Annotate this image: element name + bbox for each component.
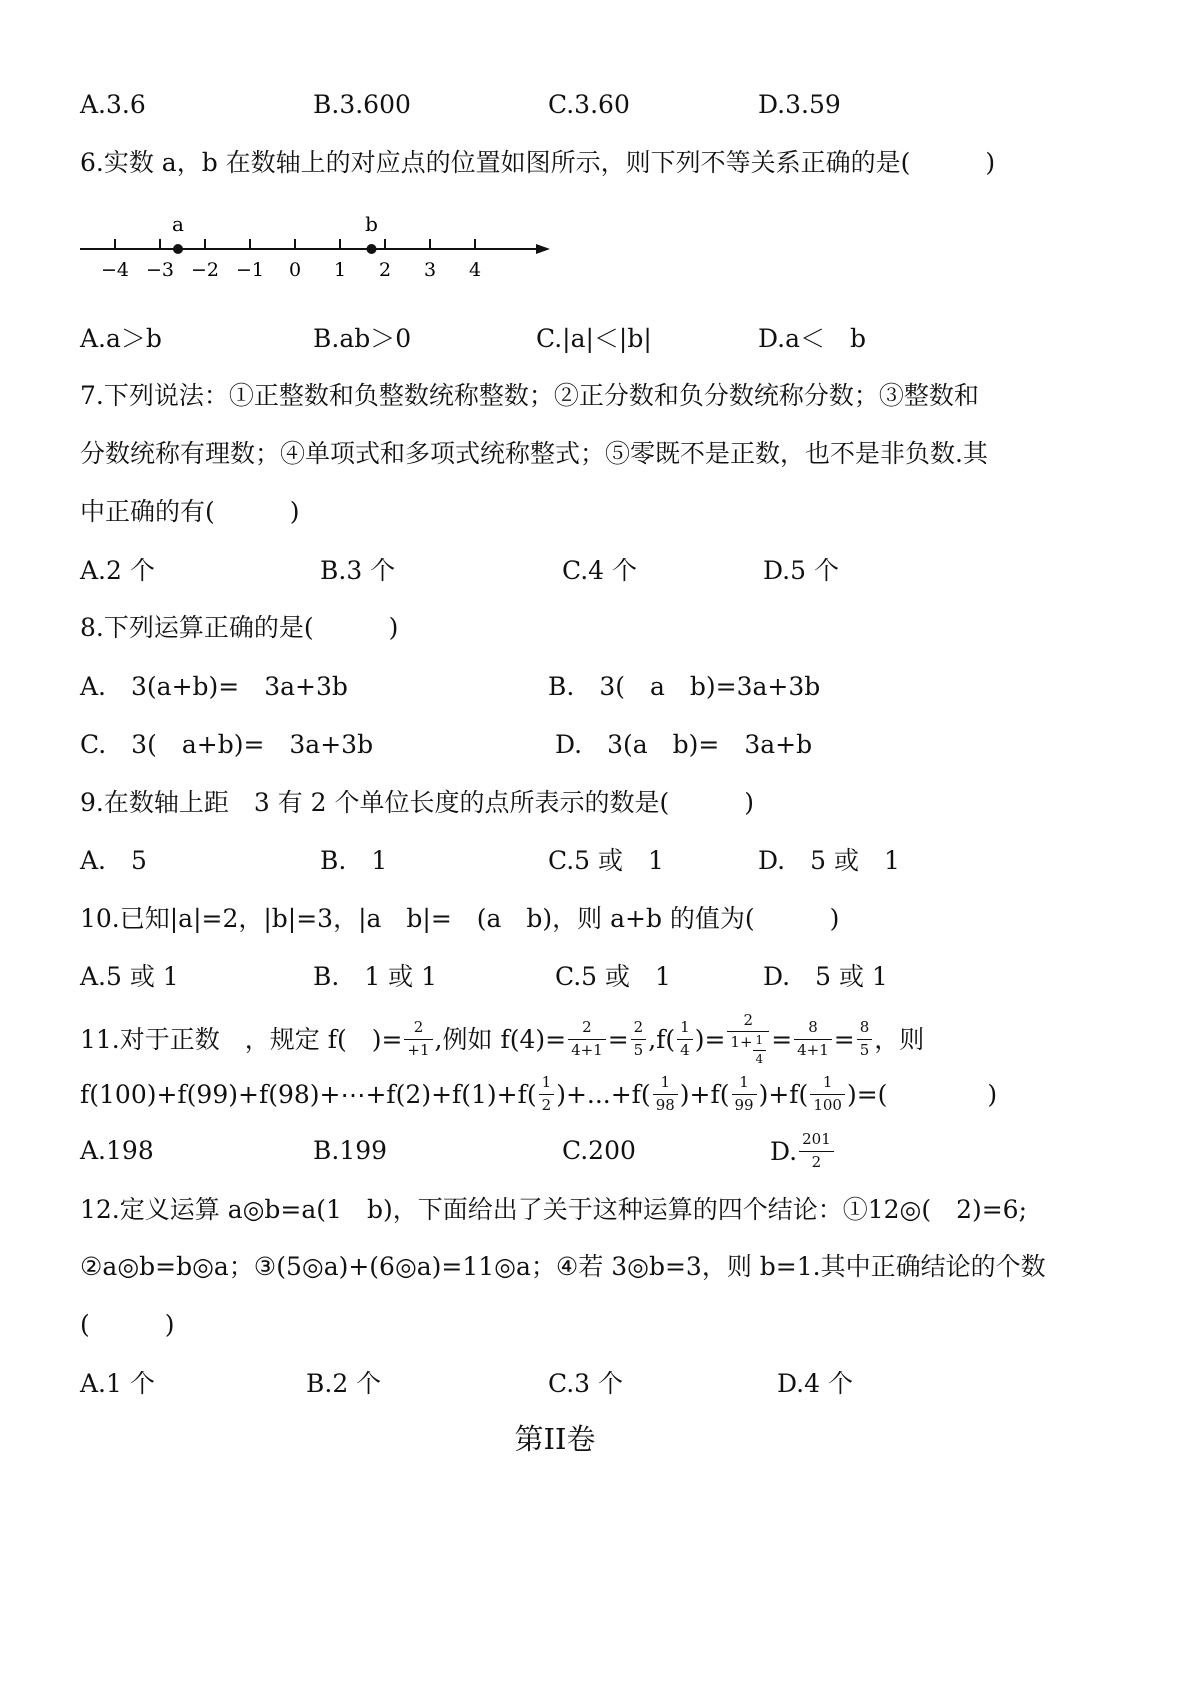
q11-example-fraction-1: $\frac{2}{4+1}$ [568, 1019, 606, 1059]
q7-option-b: B.3 个 [320, 556, 396, 585]
q11-frac-100: $\frac{1}{100}$ [810, 1074, 845, 1114]
q11-frac-99: $\frac{1}{99}$ [732, 1074, 757, 1114]
q11-sum-part-d: )+f( [758, 1079, 809, 1109]
q12-option-c: C.3 个 [548, 1369, 624, 1398]
q12-option-d: D.4 个 [777, 1369, 853, 1398]
q9-stem: 9.在数轴上距 3 有 2 个单位长度的点所表示的数是( ) [80, 788, 755, 817]
tick-label: −1 [235, 259, 265, 281]
q6-option-d: D.a＜ b [758, 324, 867, 353]
q11-example-fraction-2: $\frac{2}{5}$ [631, 1019, 647, 1059]
q7-line3: 中正确的有( ) [80, 497, 300, 526]
q11-sum-part-e: )=( ) [846, 1079, 998, 1109]
q6-option-c: C.|a|＜|b| [536, 324, 652, 353]
q10-option-a: A.5 或 1 [80, 962, 179, 991]
q11-line2 [80, 1070, 997, 1118]
point-a [173, 244, 183, 254]
q11-sum-part-c: )+f( [679, 1079, 730, 1109]
q9-option-b: B. 1 [320, 846, 388, 875]
q11-frac-98: $\frac{1}{98}$ [653, 1074, 678, 1114]
equals-sign: = [607, 1024, 629, 1054]
q11-example-fraction-3: 2 1+ $\frac{1}{4}$ [727, 1012, 769, 1067]
q9-option-a: A. 5 [80, 846, 147, 875]
q7-line2: 分数统称有理数；④单项式和多项式统称整式；⑤零既不是正数，也不是非负数.其 [80, 439, 988, 468]
tick-label: −4 [100, 259, 130, 281]
q12-option-b: B.2 个 [306, 1369, 382, 1398]
q11-sum-part-b: )+...+f( [556, 1079, 651, 1109]
q11-option-b: B.199 [313, 1136, 388, 1165]
q7-option-c: C.4 个 [562, 556, 638, 585]
tick-label: −3 [145, 259, 175, 281]
q11-option-a: A.198 [80, 1136, 154, 1165]
q10-option-d: D. 5 或 1 [763, 962, 888, 991]
q10-stem: 10.已知|a|=2，|b|=3，|a b|= (a b)，则 a+b 的值为( ) [80, 904, 840, 933]
q6-stem: 6.实数 a，b 在数轴上的对应点的位置如图所示，则下列不等关系正确的是( ) [80, 148, 996, 177]
point-a-label: a [172, 212, 184, 236]
q6-option-b: B.ab＞0 [313, 324, 412, 353]
point-b [367, 244, 377, 254]
q11-line1 [80, 1008, 924, 1070]
q12-option-a: A.1 个 [80, 1369, 155, 1398]
q8-option-d: D. 3(a b)= 3a+b [555, 730, 813, 759]
number-line [80, 244, 550, 254]
q8-stem: 8.下列运算正确的是( ) [80, 613, 399, 642]
tick-label: 0 [288, 259, 302, 281]
q11-example-text: ,例如 f(4)= [434, 1024, 567, 1054]
q11-definition-fraction: $\frac{2}{+1}$ [404, 1019, 432, 1059]
equals-sign: = [771, 1024, 793, 1054]
q5-option-c: C.3.60 [548, 90, 630, 119]
q7-option-d: D.5 个 [763, 556, 839, 585]
q11-example-arg-fraction: $\frac{1}{4}$ [677, 1019, 693, 1059]
number-line-arrow [536, 244, 550, 254]
q11-option-c: C.200 [562, 1136, 636, 1165]
q10-option-b: B. 1 或 1 [313, 962, 438, 991]
q11-lead: 11.对于正数 ，规定 f( )= [80, 1024, 403, 1054]
number-line-ticks [115, 239, 475, 249]
tick-label: 4 [468, 259, 482, 281]
point-b-label: b [365, 212, 378, 236]
equals-sign: = [833, 1024, 855, 1054]
q10-option-c: C.5 或 1 [555, 962, 671, 991]
q11-option-d-fraction: $\frac{201}{2}$ [799, 1131, 834, 1171]
tick-label: −2 [190, 259, 220, 281]
q11-then: ，则 [874, 1024, 925, 1054]
tick-label: 2 [378, 259, 392, 281]
q11-half-fraction: $\frac{1}{2}$ [539, 1074, 555, 1114]
q8-option-b: B. 3( a b)=3a+3b [548, 672, 821, 701]
tick-label: 3 [423, 259, 437, 281]
q5-option-b: B.3.600 [313, 90, 411, 119]
q5-option-d: D.3.59 [758, 90, 841, 119]
q9-option-c: C.5 或 1 [548, 846, 664, 875]
q9-option-d: D. 5 或 1 [758, 846, 900, 875]
q11-example-f-close: )= [694, 1024, 726, 1054]
q11-example-fraction-4: $\frac{8}{4+1}$ [794, 1019, 832, 1059]
q7-line1: 7.下列说法：①正整数和负整数统称整数；②正分数和负分数统称分数；③整数和 [80, 381, 979, 410]
section-title: 第II卷 [514, 1422, 596, 1456]
q7-option-a: A.2 个 [80, 556, 155, 585]
q6-option-a: A.a＞b [80, 324, 162, 353]
q11-example-f-open: ,f( [648, 1024, 676, 1054]
q8-option-a: A. 3(a+b)= 3a+3b [80, 672, 348, 701]
q12-line2: ②a◎b=b◎a；③(5◎a)+(6◎a)=11◎a；④若 3◎b=3，则 b=1.其中正确结论的个数 [80, 1252, 1046, 1281]
q11-sum-part-a: f(100)+f(99)+f(98)+⋯+f(2)+f(1)+f( [80, 1079, 537, 1109]
q12-line1: 12.定义运算 a◎b=a(1 b)，下面给出了关于这种运算的四个结论：①12◎( 2)=6; [80, 1195, 1028, 1224]
q5-option-a: A.3.6 [80, 90, 146, 119]
q11-option-d: D. $\frac{201}{2}$ [770, 1126, 836, 1176]
number-line-tick-labels [101, 259, 481, 281]
number-line-figure [80, 210, 560, 295]
q11-example-fraction-5: $\frac{8}{5}$ [857, 1019, 873, 1059]
q12-line3: ( ) [80, 1310, 175, 1339]
tick-label: 1 [333, 259, 347, 281]
q8-option-c: C. 3( a+b)= 3a+3b [80, 730, 374, 759]
